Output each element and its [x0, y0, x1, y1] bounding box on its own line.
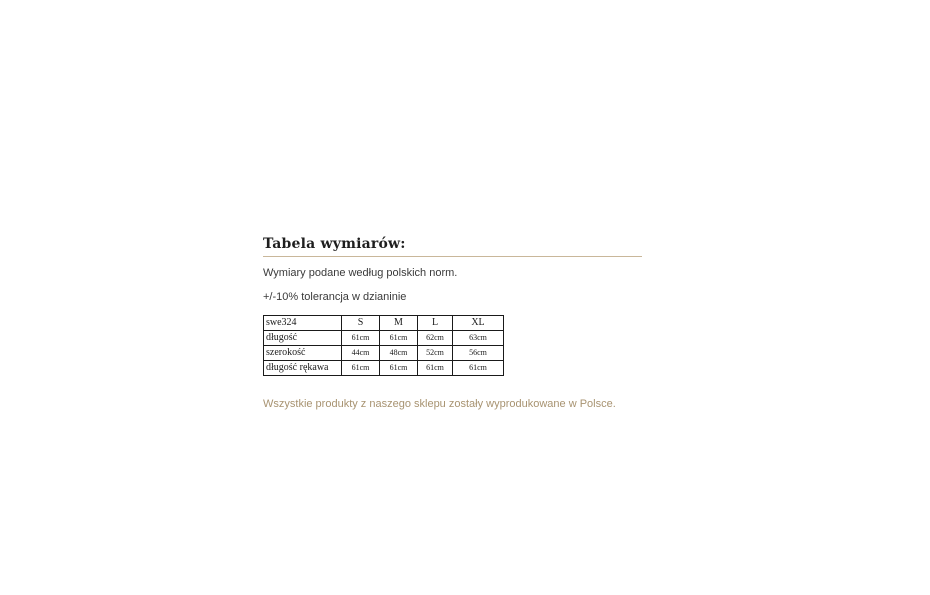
- table-row: [264, 331, 504, 346]
- size-table: [263, 315, 504, 376]
- table-cell: 44cm: [342, 346, 380, 361]
- table-row: [264, 361, 504, 376]
- measurement-standard-text: Wymiary podane według polskich norm.: [263, 267, 458, 279]
- table-header-cell-s: S: [342, 316, 380, 331]
- table-cell: 61cm: [342, 361, 380, 376]
- table-header-cell-l: L: [418, 316, 453, 331]
- table-cell: 62cm: [418, 331, 453, 346]
- made-in-poland-note: Wszystkie produkty z naszego sklepu zostały wyprodukowane w Polsce.: [263, 398, 616, 410]
- table-cell: 61cm: [380, 361, 418, 376]
- size-chart-heading: Tabela wymiarów:: [263, 236, 406, 252]
- table-row-label: długość rękawa: [264, 361, 342, 376]
- table-cell: 61cm: [342, 331, 380, 346]
- table-cell: 61cm: [380, 331, 418, 346]
- table-cell: 63cm: [453, 331, 504, 346]
- table-cell: 61cm: [418, 361, 453, 376]
- table-cell: 48cm: [380, 346, 418, 361]
- table-header-cell-xl: XL: [453, 316, 504, 331]
- table-row: [264, 346, 504, 361]
- heading-divider: [263, 256, 642, 257]
- table-header-row: [264, 316, 504, 331]
- table-header-cell-product: swe324: [264, 316, 342, 331]
- table-cell: 61cm: [453, 361, 504, 376]
- table-cell: 56cm: [453, 346, 504, 361]
- table-row-label: szerokość: [264, 346, 342, 361]
- table-row-label: długość: [264, 331, 342, 346]
- tolerance-text: +/-10% tolerancja w dzianinie: [263, 291, 407, 303]
- size-chart-section: [263, 236, 643, 410]
- table-header-cell-m: M: [380, 316, 418, 331]
- table-cell: 52cm: [418, 346, 453, 361]
